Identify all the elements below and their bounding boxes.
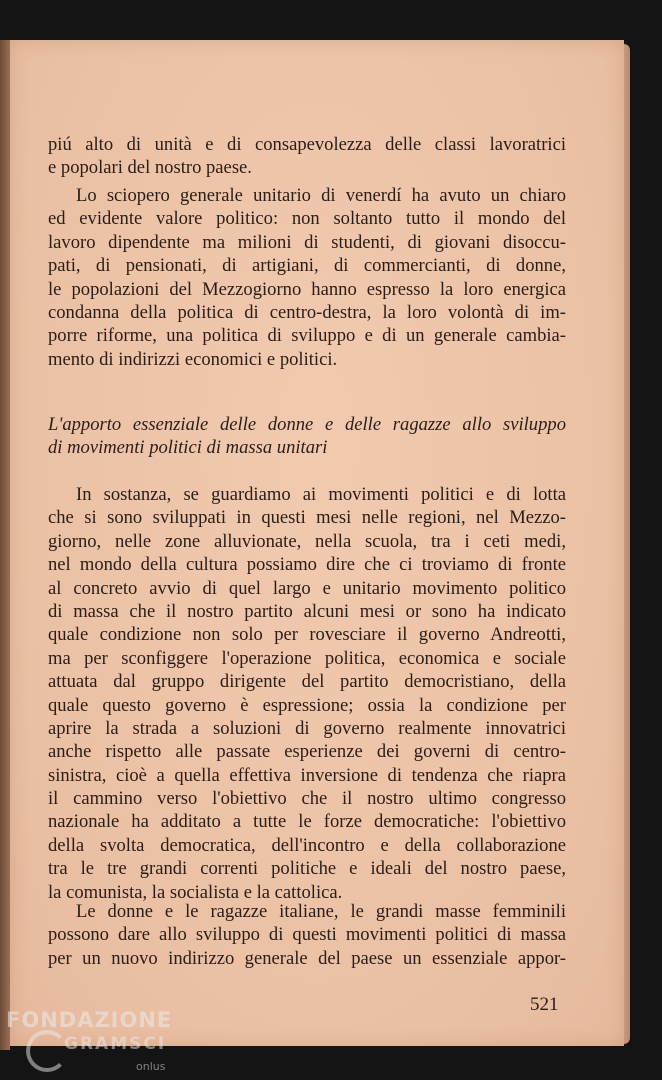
page-number: 521 [530, 994, 559, 1015]
text-line: Lo sciopero generale unitario di venerdí ha avuto un chiaro [76, 185, 566, 206]
text-line: le popolazioni del Mezzogiorno hanno espresso la loro energica [48, 278, 566, 300]
text-line: condanna della politica di centro-destra, la loro volontà di im- [48, 301, 566, 323]
text-line: porre riforme, una politica di sviluppo e di un generale cambia- [48, 325, 566, 347]
text-line: piú alto di unità e di consapevolezza delle classi lavoratrici [48, 134, 566, 155]
text-line: ma per sconfiggere l'operazione politica, economica e sociale [48, 647, 566, 669]
watermark-gramsci-text: GRAMSCI [64, 1034, 167, 1054]
text-line: mento di indirizzi economici e politici. [48, 348, 338, 370]
text-line: Le donne e le ragazze italiane, le grandi masse femminili [76, 901, 566, 922]
text-line: giorno, nelle zone alluvionate, nella scuola, tra i ceti medi, [48, 530, 566, 552]
text-line: quale questo governo è espressione; ossia la condizione per [48, 694, 566, 716]
text-line: tra le tre grandi correnti politiche e ideali del nostro paese, [48, 858, 566, 880]
heading-line: L'apporto essenziale delle donne e delle ragazze allo sviluppo [48, 414, 566, 435]
text-line: al concreto avvio di quel largo e unitario movimento politico [48, 577, 566, 599]
text-line: nel mondo della cultura possiamo dire che ci troviamo di fronte [48, 554, 566, 576]
paragraph-4 [48, 900, 566, 970]
paragraph-3 [48, 483, 566, 904]
text-line: per un nuovo indirizzo generale del paese un essenziale appor- [48, 947, 566, 969]
text-line: quale condizione non solo per rovesciare il governo Andreotti, [48, 624, 566, 646]
text-line: nazionale ha additato a tutte le forze democratiche: l'obiettivo [48, 811, 566, 833]
text-line: aprire la strada a soluzioni di governo realmente innovatrici [48, 717, 566, 739]
text-line: ed evidente valore politico: non soltanto tutto il mondo del [48, 208, 566, 230]
text-line: attuata dal gruppo dirigente del partito democristiano, della [48, 671, 566, 693]
text-line: di massa che il nostro partito alcuni mesi or sono ha indicato [48, 600, 566, 622]
text-line: In sostanza, se guardiamo ai movimenti politici e di lotta [76, 484, 566, 505]
text-line: della svolta democratica, dell'incontro e della collaborazione [48, 834, 566, 856]
text-line: che si sono sviluppati in questi mesi nelle regioni, nel Mezzo- [48, 507, 566, 529]
book-spine-edge [0, 40, 10, 1050]
text-line: il cammino verso l'obiettivo che il nostro ultimo congresso [48, 788, 566, 810]
text-line: sinistra, cioè a quella effettiva inversione di tendenza che riapra [48, 764, 566, 786]
heading-line: di movimenti politici di massa unitari [48, 437, 328, 459]
section-heading [48, 413, 566, 460]
text-line: anche rispetto alle passate esperienze dei governi di centro- [48, 741, 566, 763]
watermark-logo-icon [26, 1030, 68, 1072]
paragraph-1 [48, 133, 566, 180]
text-line: lavoro dipendente ma milioni di studenti, di giovani disoccu- [48, 231, 566, 253]
text-line: pati, di pensionati, di artigiani, di commercianti, di donne, [48, 255, 566, 277]
watermark-onlus-text: onlus [136, 1060, 166, 1073]
text-line: possono dare allo sviluppo di questi movimenti politici di massa [48, 924, 566, 946]
watermark-foundation-text: FONDAZIONE [6, 1008, 173, 1032]
paragraph-2 [48, 184, 566, 371]
text-line: e popolari del nostro paese. [48, 157, 252, 179]
text-line: la comunista, la socialista e la cattolica. [48, 881, 343, 903]
